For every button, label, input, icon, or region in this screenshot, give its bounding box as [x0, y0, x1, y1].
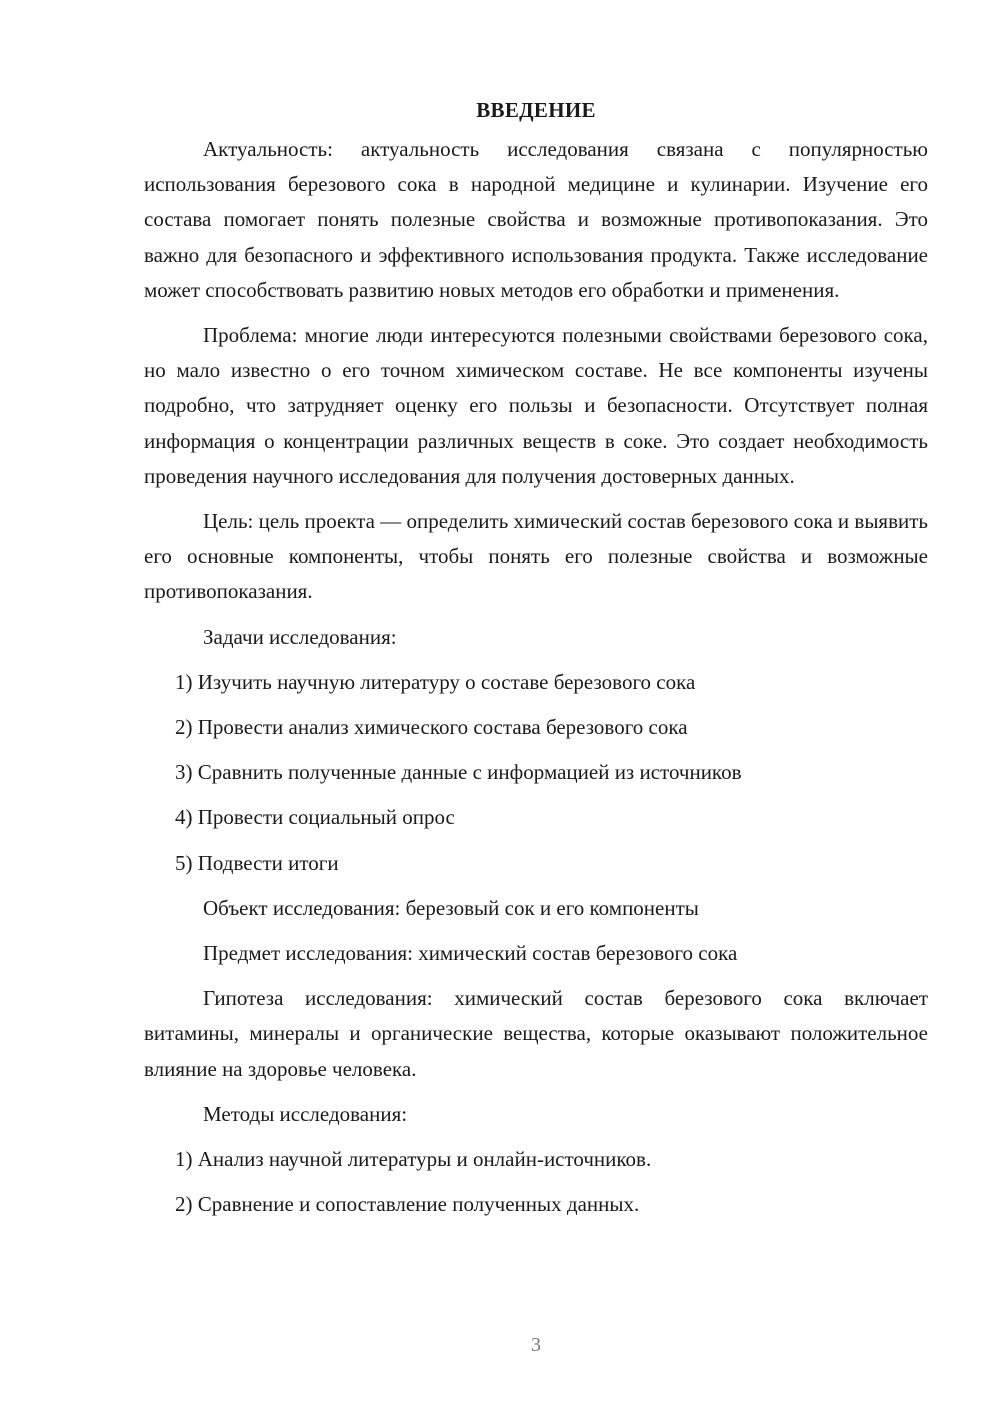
- task-item: 1) Изучить научную литературу о составе березового сока: [175, 669, 696, 694]
- tasks-heading: Задачи исследования:: [203, 624, 397, 649]
- task-item: 2) Провести анализ химического состава березового сока: [175, 715, 688, 740]
- task-item: 3) Сравнить полученные данные с информацией из источников: [175, 760, 742, 785]
- research-object: Объект исследования: березовый сок и его компоненты: [203, 895, 699, 920]
- task-item: 4) Провести социальный опрос: [175, 805, 455, 830]
- hypothesis-paragraph: Гипотеза исследования: химический состав березового сока включает витамины, минералы и органические вещества, которые оказывают положительное влияние на здоровье человека.: [144, 986, 928, 1081]
- methods-heading: Методы исследования:: [203, 1101, 408, 1126]
- problem-paragraph: Проблема: многие люди интересуются полезными свойствами березового сока, но мало известно о его точном химическом составе. Не все компоненты изучены подробно, что затрудняет оценку его пользы и безопасности. Отсутствует полная информация о концентрации различных веществ в соке. Это создает необходимость проведения научного исследования для получения достоверных данных.: [144, 323, 928, 488]
- research-subject: Предмет исследования: химический состав березового сока: [203, 941, 738, 966]
- page-title: ВВЕДЕНИЕ: [476, 98, 596, 122]
- method-item: 2) Сравнение и сопоставление полученных данных.: [175, 1192, 640, 1217]
- method-item: 1) Анализ научной литературы и онлайн-источников.: [175, 1147, 652, 1172]
- page-number: 3: [531, 1334, 541, 1356]
- page-content: [144, 94, 928, 1232]
- relevance-paragraph: Актуальность: актуальность исследования связана с популярностью использования березового сока в народной медицине и кулинарии. Изучение его состава помогает понять полезные свойства и возможные противопоказания. Это важно для безопасного и эффективного использования продукта. Также исследование может способствовать развитию новых методов его обработки и применения.: [144, 137, 928, 302]
- goal-paragraph: Цель: цель проекта — определить химический состав березового сока и выявить его основные компоненты, чтобы понять его полезные свойства и возможные противопоказания.: [144, 509, 928, 604]
- task-item: 5) Подвести итоги: [175, 850, 339, 875]
